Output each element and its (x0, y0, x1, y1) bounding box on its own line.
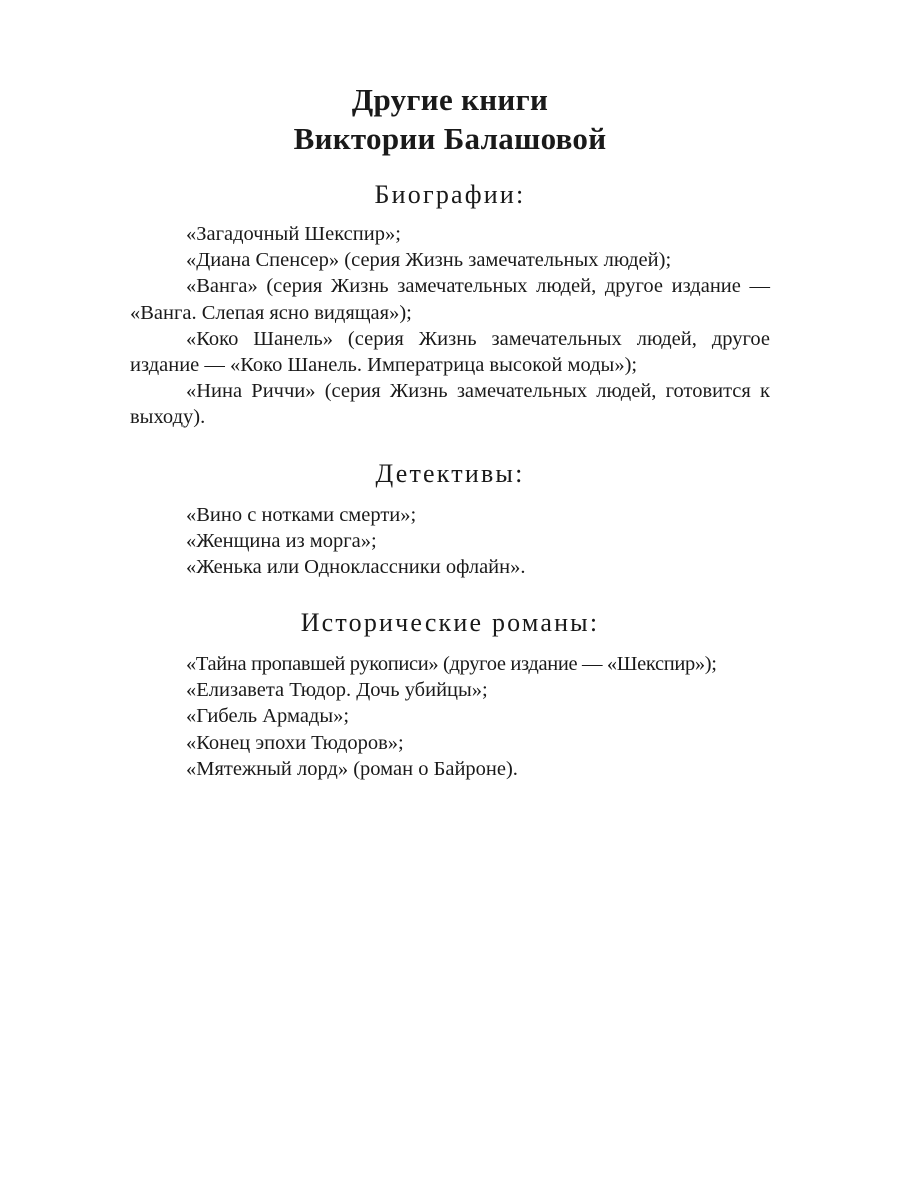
list-item: «Женщина из морга»; (186, 530, 377, 553)
list-item: «Коко Шанель» (серия Жизнь замечательных людей, другое издание — «Коко Шанель. Императрица высокой моды»); (130, 327, 770, 377)
list-item: «Елизавета Тюдор. Дочь убийцы»; (186, 679, 488, 702)
list-item: «Вино с нотками смерти»; (186, 504, 417, 526)
page-title-line-1: Другие книги (351, 82, 549, 117)
section-heading-historical-novels: Исторические романы: (300, 608, 600, 637)
list-item: «Диана Спенсер» (серия Жизнь замечательных людей); (186, 249, 672, 272)
section-heading-biographies: Биографии: (374, 180, 526, 209)
list-item: «Женька или Одноклассники офлайн». (186, 556, 526, 579)
historical-novels-list (130, 651, 770, 782)
list-item: «Загадочный Шекспир»; (186, 223, 401, 245)
list-item: «Конец эпохи Тюдоров»; (186, 731, 404, 754)
list-item: «Ванга» (серия Жизнь замечательных людей, другое издание — «Ванга. Слепая ясно видящая»); (130, 275, 770, 324)
page-title-line-2: Виктории Балашовой (293, 121, 607, 156)
list-item: «Тайна пропавшей рукописи» (другое издание — «Шекспир»); (186, 653, 717, 675)
list-item: «Нина Риччи» (серия Жизнь замечательных людей, готовится к выходу). (130, 380, 770, 429)
biographies-list (130, 221, 770, 431)
detectives-list (130, 502, 770, 581)
list-item: «Гибель Армады»; (186, 705, 350, 728)
section-heading-detectives: Детективы: (375, 459, 525, 488)
list-item: «Мятежный лорд» (роман о Байроне). (186, 757, 518, 780)
